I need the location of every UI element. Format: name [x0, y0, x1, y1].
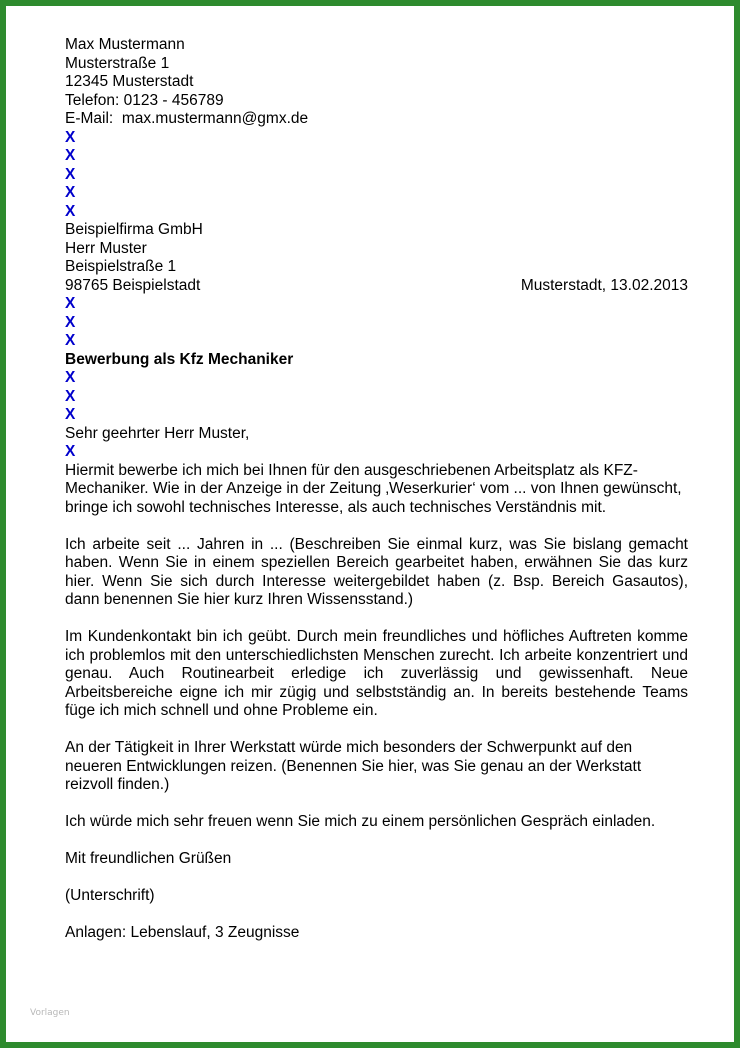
sender-email: E-Mail: max.mustermann@gmx.de	[65, 110, 309, 127]
watermark: Vorlagen	[30, 1008, 70, 1018]
paragraph-experience: Ich arbeite seit ... Jahren in ... (Beschreiben Sie einmal kurz, was Sie bislang gemacht haben. Wenn Sie in einem speziellen Bereich gearbeitet haben, erwähnen Sie das kurz hier. Wenn Sie sich durch Interesse weitergebildet haben (z. Bsp. Bereich Gasautos), dann benennen Sie hier kurz Ihren Wissensstand.)	[65, 535, 688, 608]
subject: Bewerbung als Kfz Mechaniker	[65, 350, 294, 368]
spacer-marker: X	[65, 332, 76, 349]
paragraph-skills: Im Kundenkontakt bin ich geübt. Durch mein freundliches und höfliches Auftreten komme ich problemlos mit den unterschiedlichsten Menschen zurecht. Ich arbeite konzentriert und genau. Auch Routinearbeit erledige ich zuverlässig und gewissenhaft. Neue Arbeitsbereiche eigne ich mir zügig und selbstständig an. In bereits bestehende Teams füge ich mich schnell und ohne Probleme ein.	[65, 628, 688, 719]
signature: (Unterschrift)	[65, 887, 155, 904]
paragraph-gap	[65, 795, 688, 814]
paragraph-gap	[65, 869, 688, 888]
letter	[65, 36, 688, 943]
spacer-marker: X	[65, 387, 76, 405]
paragraph-gap	[65, 610, 688, 629]
spacer-marker: X	[65, 165, 76, 183]
recipient-company: Beispielfirma GmbH	[65, 221, 203, 238]
date-line: Musterstadt, 13.02.2013	[520, 276, 688, 294]
salutation: Sehr geehrter Herr Muster,	[65, 424, 250, 442]
paragraph-intro: Hiermit bewerbe ich mich bei Ihnen für den ausgeschriebenen Arbeitsplatz als KFZ-Mechaniker. Wie in der Anzeige in der Zeitung ‚Weserkurier‘ vom ... von Ihnen gewünscht, bringe ich sowohl technisches Interesse, als auch technisches Verständnis mit.	[65, 461, 682, 516]
paragraph-gap	[65, 517, 688, 536]
recipient-contact: Herr Muster	[65, 239, 147, 257]
spacer-marker: X	[65, 443, 76, 460]
sender-city: 12345 Musterstadt	[65, 73, 194, 90]
paragraph-interview: Ich würde mich sehr freuen wenn Sie mich zu einem persönlichen Gespräch einladen.	[65, 813, 656, 830]
spacer-marker: X	[65, 295, 76, 312]
spacer-marker: X	[65, 313, 76, 331]
paragraph-gap	[65, 906, 688, 925]
city-date-row	[65, 277, 688, 296]
spacer-marker: X	[65, 184, 76, 201]
spacer-marker: X	[65, 128, 76, 146]
recipient-street: Beispielstraße 1	[65, 258, 177, 275]
paragraph-motivation: An der Tätigkeit in Ihrer Werkstatt würde mich besonders der Schwerpunkt auf den neueren Entwicklungen reizen. (Benennen Sie hier, was Sie genau an der Werkstatt reizvoll finden.)	[65, 739, 642, 793]
spacer-marker: X	[65, 406, 76, 423]
spacer-marker: X	[65, 369, 76, 386]
spacer-marker: X	[65, 147, 76, 164]
attachments: Anlagen: Lebenslauf, 3 Zeugnisse	[65, 924, 300, 941]
paragraph-gap	[65, 832, 688, 851]
sender-street: Musterstraße 1	[65, 54, 170, 72]
sender-name: Max Mustermann	[65, 36, 185, 53]
spacer-marker: X	[65, 202, 76, 220]
sender-phone: Telefon: 0123 - 456789	[65, 91, 224, 109]
closing: Mit freundlichen Grüßen	[65, 850, 232, 867]
paragraph-gap	[65, 721, 688, 740]
recipient-city: 98765 Beispielstadt	[65, 276, 201, 294]
